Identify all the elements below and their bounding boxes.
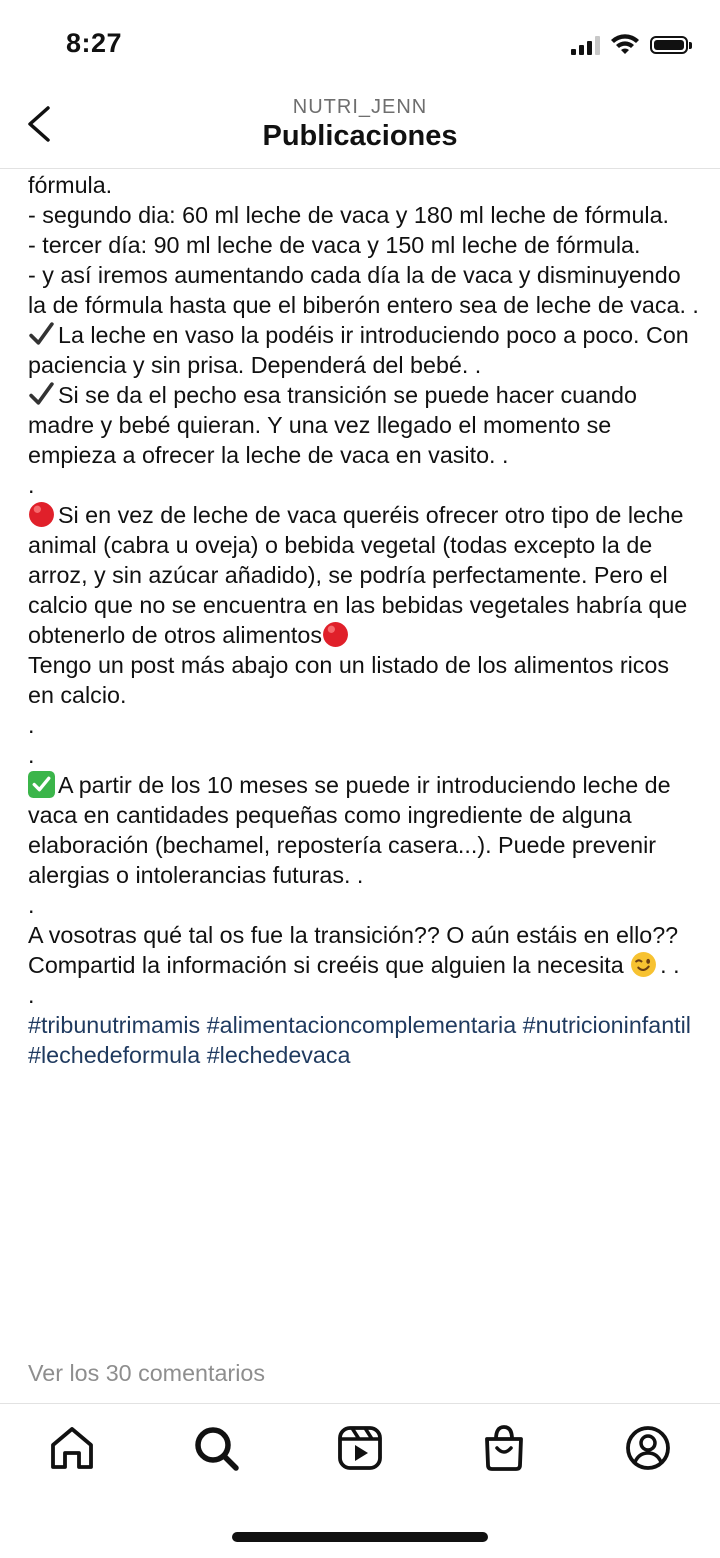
caption-text: La leche en vaso la podéis ir introduciendo poco a poco. Con paciencia y sin prisa. Dependerá del bebé. . [28,322,696,378]
reels-icon[interactable] [336,1424,384,1472]
caption-text: Si se da el pecho esa transición se puede hacer cuando madre y bebé quieran. Y una vez llegado el momento se empieza a ofrecer la leche de vaca en vasito. . [28,382,644,468]
battery-icon [650,36,688,54]
red-circle-icon [28,501,55,528]
profile-icon[interactable] [624,1424,672,1472]
home-icon[interactable] [48,1424,96,1472]
caption-line: - tercer día: 90 ml leche de vaca y 150 ml leche de fórmula. [28,232,641,258]
caption-text: Compartid la información si creéis que alguien la necesita [28,952,624,978]
header-username[interactable]: NUTRI_JENN [292,96,428,118]
caption-share [28,950,700,980]
caption-green-paragraph [28,770,700,890]
page-title: Publicaciones [262,120,458,152]
caption-question: A vosotras qué tal os fue la transición?? O aún estáis en ello?? [28,922,679,948]
caption-dot: . [28,472,35,498]
caption-line: - y así iremos aumentando cada día la de vaca y disminuyendo la de fórmula hasta que el biberón entero sea de leche de vaca. . [28,262,699,318]
status-bar [0,0,720,90]
caption-line: - segundo dia: 60 ml leche de vaca y 180 ml leche de fórmula. [28,202,670,228]
caption-check-paragraph [28,380,700,470]
caption-text: A partir de los 10 meses se puede ir introduciendo leche de vaca en cantidades pequeñas como ingrediente de alguna elaboración (bechamel, repostería casera...). Puede prevenir alergias o intolerancias futuras. . [28,772,678,888]
check-mark-icon [28,381,55,408]
check-mark-icon [28,321,55,348]
shop-icon[interactable] [480,1424,528,1472]
status-time: 8:27 [66,28,123,58]
caption-text: Si en vez de leche de vaca queréis ofrecer otro tipo de leche animal (cabra u oveja) o bebida vegetal (todas excepto la de arroz, y sin azúcar añadido), se podría perfectamente. Pero el calcio que no se encuentra en las bebidas vegetales habría que obtenerlo de otros alimentos [28,502,694,648]
caption-red-paragraph [28,500,700,650]
caption-dot: . [28,892,35,918]
status-icons [571,34,688,56]
nav-header [0,90,720,169]
home-indicator[interactable] [232,1532,488,1542]
winking-face-icon [630,951,657,978]
wifi-icon [610,34,640,56]
red-circle-icon [322,621,349,648]
search-icon[interactable] [192,1424,240,1472]
caption-dot: . [28,742,35,768]
hashtags[interactable]: #tribunutrimamis #alimentacioncomplementaria #nutricioninfantil #lechedeformula #lechedevaca [28,1012,698,1068]
post-caption [28,170,700,1070]
green-check-icon [28,771,55,798]
cellular-signal-icon [571,35,600,55]
caption-line: fórmula. [28,172,113,198]
caption-dot: . [28,712,35,738]
caption-text: . . [660,952,680,978]
caption-text: Tengo un post más abajo con un listado de los alimentos ricos en calcio. [28,652,676,708]
caption-check-paragraph [28,320,700,380]
caption-dot: . [28,982,35,1008]
view-comments-link[interactable]: Ver los 30 comentarios [28,1360,265,1386]
